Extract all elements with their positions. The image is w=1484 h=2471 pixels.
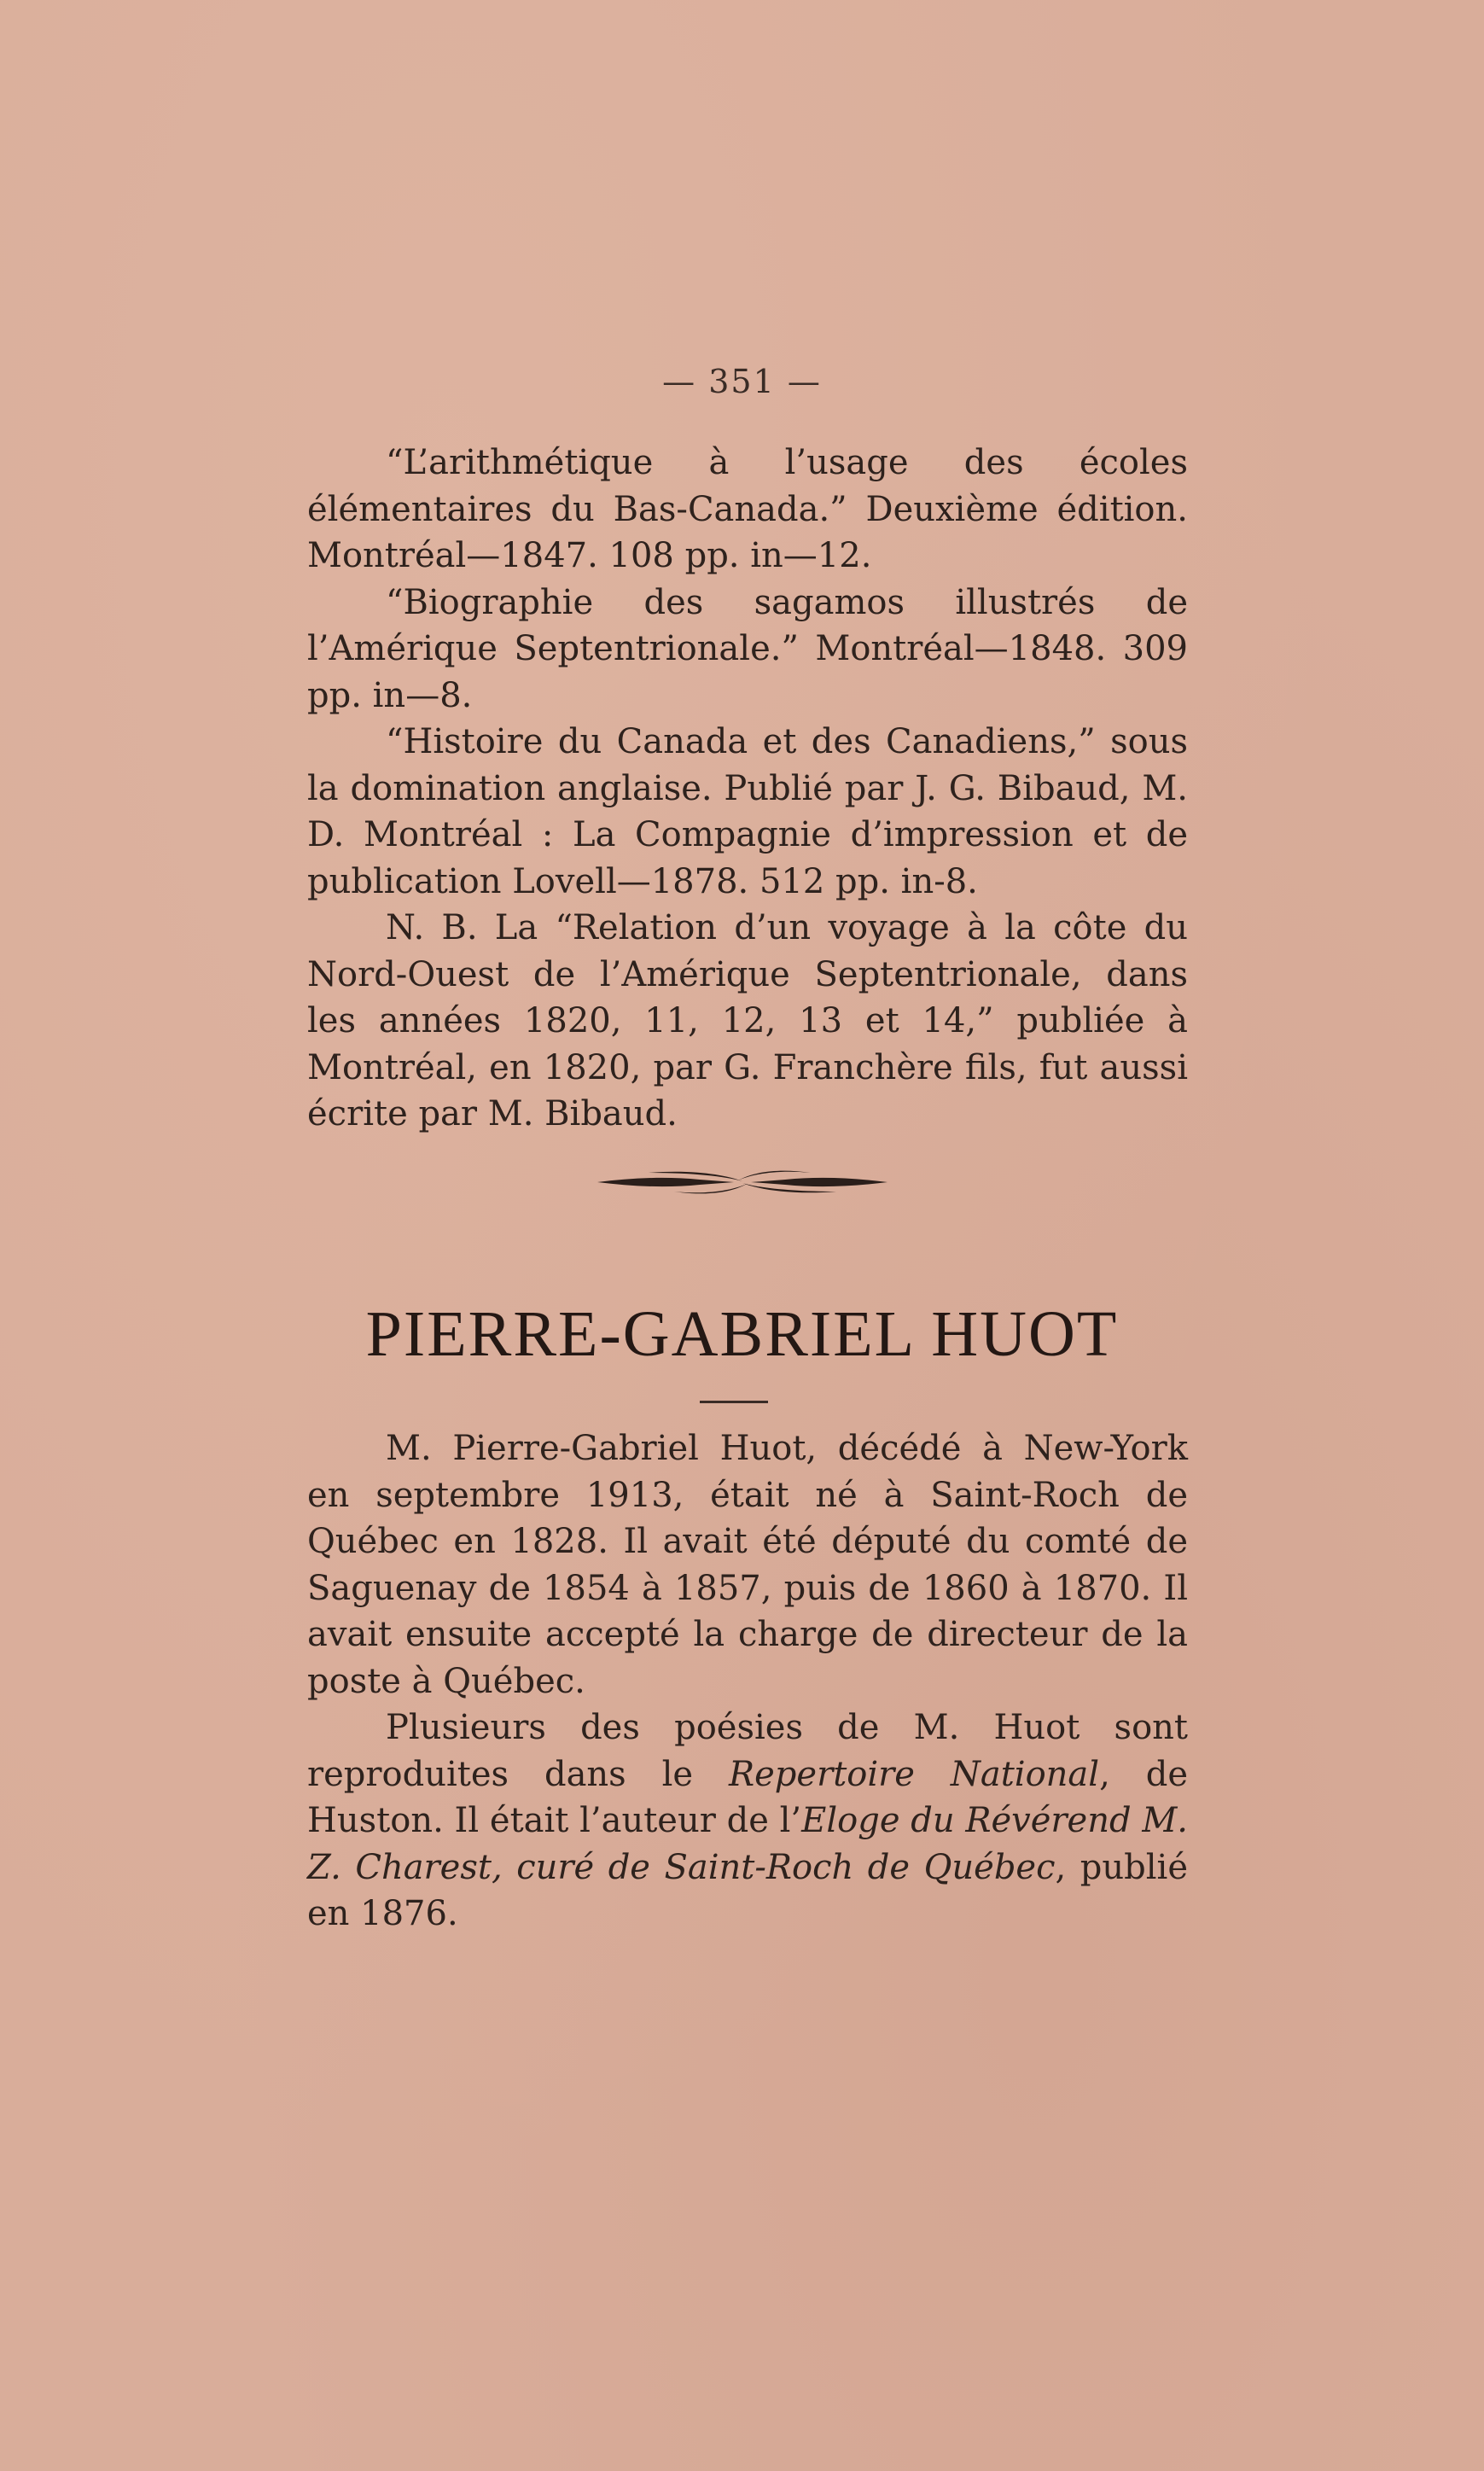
works-title-eloge: Eloge du Révérend M. Z. Charest, curé de Saint-Roch de Québec bbox=[307, 1801, 1188, 1887]
works-text-1: Plusieurs des poésies de M. Huot sont reproduites dans le bbox=[307, 1708, 1188, 1794]
bibliography-section bbox=[307, 440, 1188, 1138]
paragraph-biographie: “Biographie des sagamos illustrés de l’Amérique Septentrionale.” Montréal—1848. 309 pp. in—8. bbox=[307, 582, 1188, 715]
works-title-repertoire: Repertoire National bbox=[729, 1754, 1100, 1794]
decorative-ornament bbox=[597, 1161, 887, 1203]
paragraph-histoire: “Histoire du Canada et des Canadiens,” sous la domination anglaise. Publié par J. G. Bibaud, M. D. Montréal : La Compagnie d’impression et de publication Lovell—1878. 512 pp. in-8. bbox=[307, 722, 1188, 901]
page-number: — 351 — bbox=[662, 363, 822, 400]
paragraph-arithmetique: “L’arithmétique à l’usage des écoles élémentaires du Bas-Canada.” Deuxième édition. Montréal—1847. 108 pp. in—12. bbox=[307, 443, 1188, 575]
paragraph-biography: M. Pierre-Gabriel Huot, décédé à New-York en septembre 1913, était né à Saint-Roch de Québec en 1828. Il avait été député du comté de Saguenay de 1854 à 1857, puis de 1860 à 1870. Il avait ensuite accepté la charge de directeur de la poste à Québec. bbox=[307, 1429, 1188, 1701]
title-rule bbox=[700, 1401, 768, 1403]
paragraph-works bbox=[307, 1705, 1188, 1938]
biography-section bbox=[307, 1425, 1188, 1938]
section-title: PIERRE-GABRIEL HUOT bbox=[365, 1298, 1119, 1370]
paragraph-nota-bene: N. B. La “Relation d’un voyage à la côte du Nord-Ouest de l’Amérique Septentrionale, dans les années 1820, 11, 12, 13 et 14,” publiée à Montréal, en 1820, par G. Franchère fils, fut aussi écrite par M. Bibaud. bbox=[307, 908, 1188, 1134]
works-text-2: , de Huston. Il était l’auteur de l’ bbox=[307, 1754, 1188, 1840]
works-text-3: , publié en 1876. bbox=[307, 1847, 1188, 1933]
